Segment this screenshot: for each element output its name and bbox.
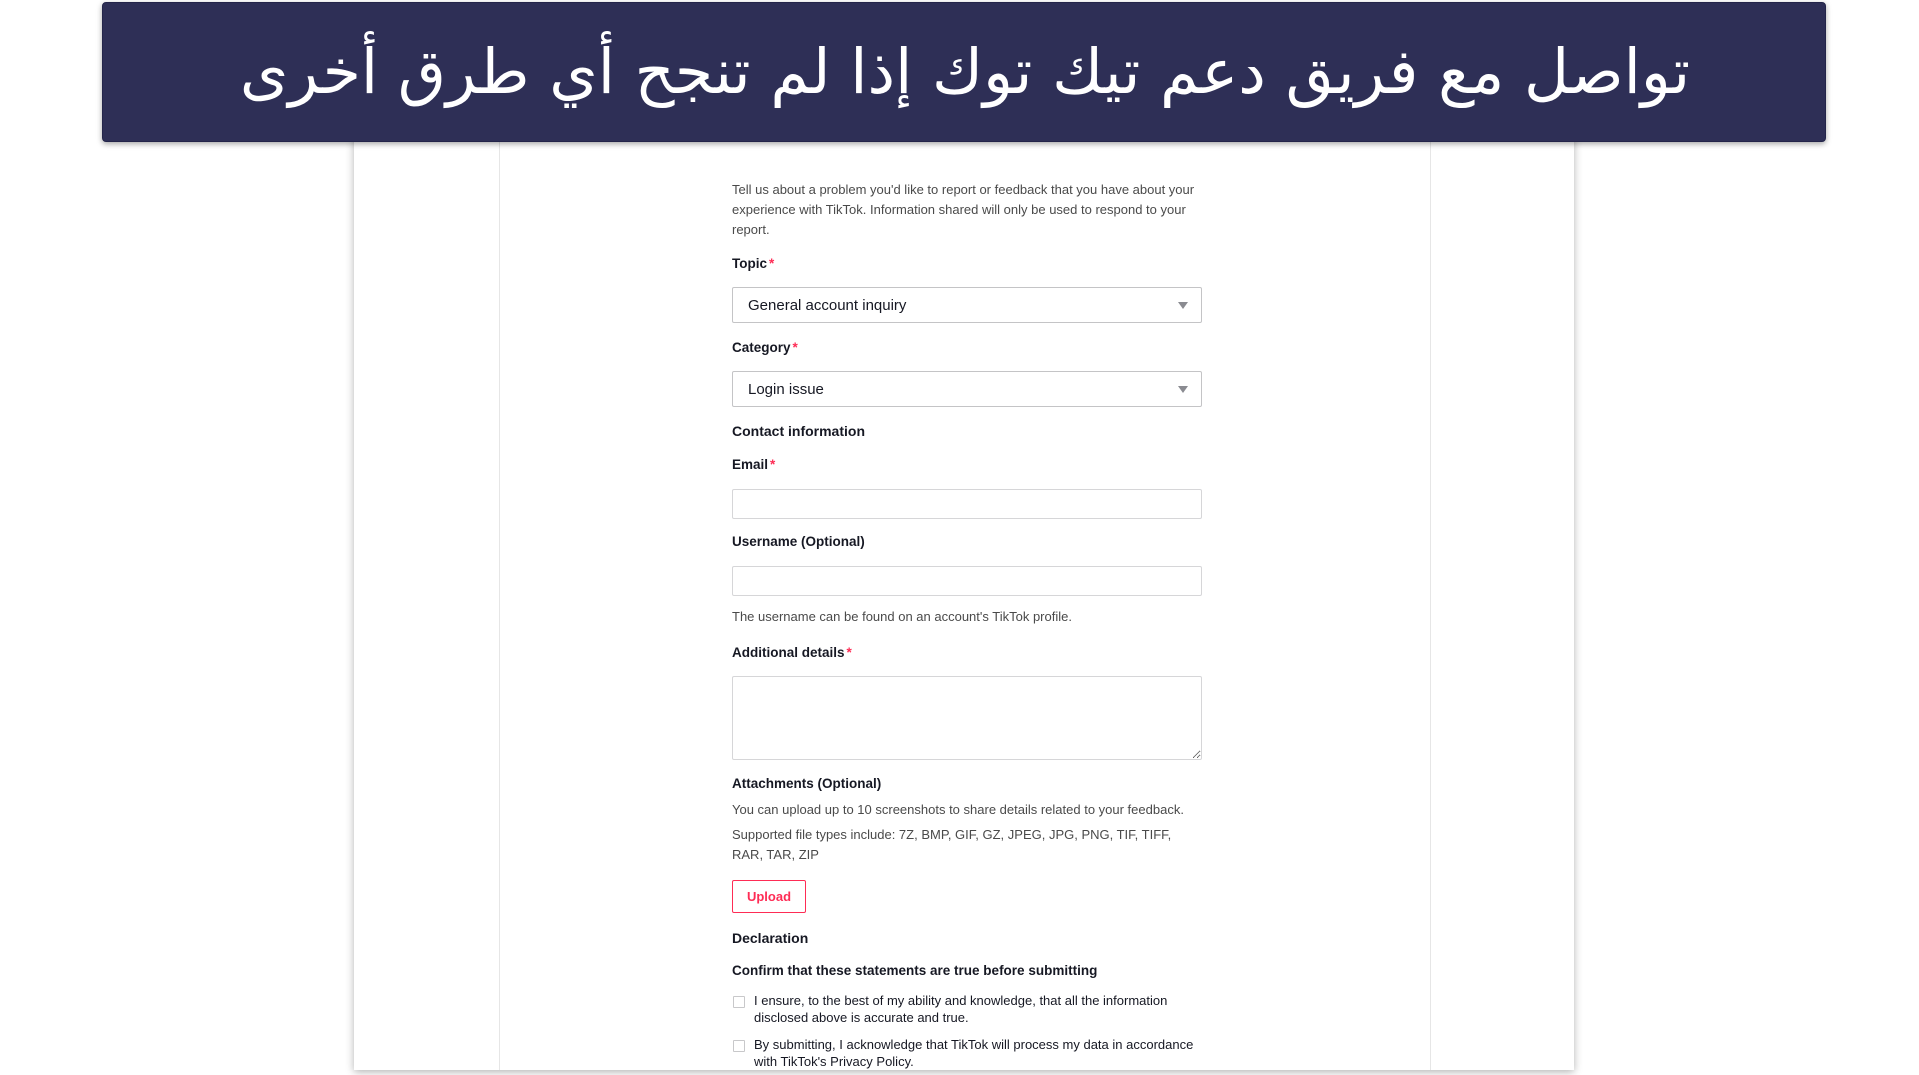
required-marker: * xyxy=(770,457,776,472)
details-label-text: Additional details xyxy=(732,645,845,660)
email-label-text: Email xyxy=(732,457,769,472)
category-label xyxy=(732,340,798,355)
chevron-down-icon xyxy=(1177,298,1189,312)
required-marker: * xyxy=(769,256,775,271)
support-page xyxy=(499,120,1431,1070)
form-intro: Tell us about a problem you'd like to report or feedback that you have about your experience with TikTok. Information shared will only be used to respond to your report. xyxy=(732,182,1195,237)
username-field[interactable] xyxy=(732,566,1202,596)
banner-title: تواصل مع فريق دعم تيك توك إذا لم تنجح أي طرق أخرى xyxy=(239,35,1691,108)
category-label-text: Category xyxy=(732,340,791,355)
required-marker: * xyxy=(846,645,852,660)
topic-label-text: Topic xyxy=(732,256,767,271)
declaration-title: Declaration xyxy=(732,930,809,946)
accuracy-statement-text: I ensure, to the best of my ability and knowledge, that all the information disclosed above is accurate and true. xyxy=(754,993,1168,1025)
username-label: Username (Optional) xyxy=(732,534,865,549)
upload-button[interactable]: Upload xyxy=(732,880,806,913)
email-field[interactable] xyxy=(732,489,1202,519)
topic-selected-value: General account inquiry xyxy=(748,297,907,314)
details-textarea[interactable] xyxy=(732,676,1202,760)
username-help-text: The username can be found on an account's TikTok profile. xyxy=(732,609,1072,624)
attachments-count-help: You can upload up to 10 screenshots to share details related to your feedback. xyxy=(732,802,1184,817)
required-marker: * xyxy=(792,340,798,355)
privacy-checkbox[interactable] xyxy=(733,1040,745,1052)
details-label xyxy=(732,645,852,660)
accuracy-checkbox[interactable] xyxy=(733,996,745,1008)
email-label xyxy=(732,457,775,472)
screenshot-frame xyxy=(354,120,1574,1070)
chevron-down-icon xyxy=(1177,382,1189,396)
category-select[interactable] xyxy=(732,371,1202,407)
privacy-statement-text: By submitting, I acknowledge that TikTok will process my data in accordance with TikTok's Privacy Policy. xyxy=(754,1037,1194,1069)
attachments-types-help: Supported file types include: 7Z, BMP, GIF, GZ, JPEG, JPG, PNG, TIF, TIFF, RAR, TAR, ZIP xyxy=(732,827,1172,862)
topic-label xyxy=(732,256,774,271)
contact-section-title: Contact information xyxy=(732,423,865,439)
title-banner xyxy=(102,2,1826,142)
category-selected-value: Login issue xyxy=(748,381,824,398)
declaration-subtitle: Confirm that these statements are true before submitting xyxy=(732,963,1098,978)
topic-select[interactable] xyxy=(732,287,1202,323)
attachments-label: Attachments (Optional) xyxy=(732,776,882,791)
